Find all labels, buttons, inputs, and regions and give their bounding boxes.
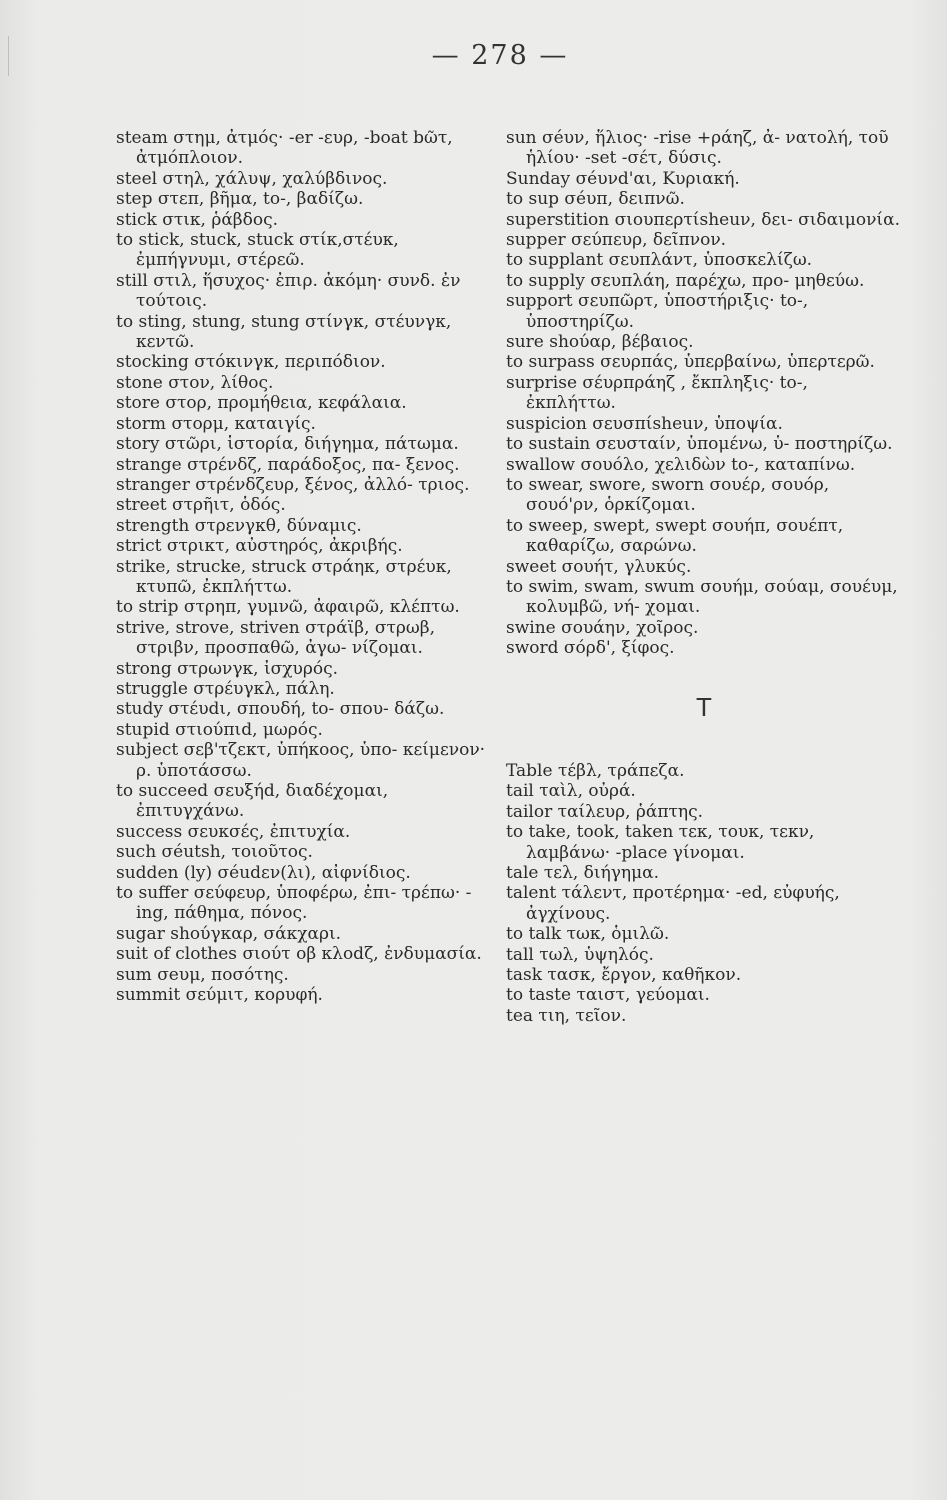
- dictionary-entry: sword σόρδ', ξίφος.: [506, 638, 675, 659]
- dictionary-entry: tail ταὶλ, οὐρά.: [506, 781, 636, 802]
- dictionary-entry: step στεπ, βῆμα, to-, βαδίζω.: [116, 189, 364, 210]
- dictionary-entry: tailor ταίλευρ, ῥάπτης.: [506, 801, 704, 822]
- dictionary-entry: stone στον, λίθος.: [116, 372, 274, 393]
- dictionary-entry: sugar shoύγκαρ, σάκχαρι.: [116, 923, 342, 944]
- dictionary-entry: sudden (ly) σéudεν(λι), αἰφνίδιος.: [116, 862, 411, 883]
- dictionary-entry: struggle στρέυγκλ, πάλη.: [116, 678, 335, 699]
- dictionary-entry: support σευπῶρτ, ὑποστήριξις· to-, ὑποστηρίζω.: [506, 291, 809, 332]
- dictionary-entry: to taste ταιστ, γεύομαι.: [506, 985, 710, 1006]
- dictionary-entry: tall τωλ, ὑψηλός.: [506, 944, 654, 965]
- dictionary-entry: Sunday σéυνd'αι, Κυριακή.: [506, 168, 740, 189]
- dictionary-entry: strive, strove, striven στράϊβ, στρωβ, στριβν, προσπαθῶ, ἀγω- νίζομαι.: [116, 617, 435, 659]
- dictionary-entry: strength στρενγκθ, δύναμις.: [116, 515, 362, 536]
- dictionary-entry: sum σeυμ, ποσότης.: [116, 964, 289, 985]
- dictionary-entry: talent τάλεντ, προτέρημα· -ed, εὐφυής, ἀγχίνους.: [506, 883, 840, 924]
- dictionary-entry: sun σéυν, ἥλιος· -rise +ράηζ, ἀ- νατολή, τοῦ ἡλίου· -set -σέτ, δύσις.: [506, 128, 889, 169]
- dictionary-entry: surprise σέυρπράηζ , ἔκπληξις· to-, ἐκπλήττω.: [506, 372, 808, 414]
- dictionary-entry: swine σουάην, χοῖρος.: [506, 617, 699, 638]
- dictionary-entry: to swim, swam, swum σουήμ, σούαμ, σουέυμ, κολυμβῶ, νή- χομαι.: [506, 576, 898, 618]
- dictionary-entry: strict στρικτ, αὐστηρός, ἀκριβής.: [116, 536, 403, 557]
- dictionary-entry: stupid στιούπιd, μωρός.: [116, 719, 323, 740]
- dictionary-entry: street στρῆιτ, ὁδός.: [116, 495, 286, 516]
- dictionary-entry: tea τιη, τεῖον.: [506, 1005, 627, 1026]
- dictionary-entry: stick στικ, ῥάβδος.: [116, 209, 279, 230]
- right-column-t-entries: [506, 761, 902, 1026]
- dictionary-entry: subject σεβ'τζεκτ, ὑπήκοος, ὑπο- κείμενον· ρ. ὑποτάσσω.: [116, 740, 486, 781]
- dictionary-entry: such σéutsh, τοιοῦτος.: [116, 842, 313, 863]
- dictionary-entry: to strip στρηπ, γυμνῶ, ἀφαιρῶ, κλέπτω.: [116, 597, 460, 618]
- dictionary-entry: to suffer σεύφευρ, ὑποφέρω, ἐπι- τρέπω· -ing, πάθημα, πόνος.: [116, 883, 472, 924]
- dictionary-entry: to take, took, taken τεκ, τουκ, τεκν, λαμβάνω· -place γίνομαι.: [506, 822, 815, 863]
- dictionary-entry: summit σεύμιτ, κορυφή.: [116, 985, 323, 1006]
- dictionary-entry: strong στρωνγκ, ἰσχυρός.: [116, 658, 339, 679]
- dictionary-entry: to stick, stuck, stuck στίκ,στέυκ, ἐμπήγνυμι, στέρεῶ.: [116, 230, 399, 271]
- section-letter: T: [696, 691, 712, 722]
- dictionary-entry: to talk τωκ, ὁμιλῶ.: [506, 924, 670, 945]
- dictionary-entry: store στορ, προμήθεια, κεφάλαια.: [116, 393, 407, 414]
- dictionary-entry: to sting, stung, stung στίνγκ, στέυνγκ, κεντῶ.: [116, 311, 452, 353]
- dictionary-entry: strike, strucke, struck στράηκ, στρέυκ, κτυπῶ, ἐκπλήττω.: [116, 556, 452, 597]
- dictionary-entry: to supplant σευπλάντ, ὑποσκελίζω.: [506, 250, 813, 271]
- dictionary-entry: study στέυdι, σπουδή, to- σπου- δάζω.: [116, 699, 445, 720]
- dictionary-entry: sure shoύαρ, βέβαιος.: [506, 332, 694, 353]
- dictionary-entry: still στιλ, ἥσυχος· ἐπιρ. ἀκόμη· συνδ. ἐν τούτοις.: [116, 270, 461, 312]
- dictionary-entry: supper σεύπευρ, δεῖπνον.: [506, 230, 727, 251]
- dictionary-entry: steam στημ, ἀτμός· -er -ευρ, -boat bῶτ, ἀτμόπλοιον.: [116, 128, 453, 169]
- page-number: — 278 —: [431, 40, 569, 71]
- dictionary-entry: to sweep, swept, swept σουήπ, σουέπτ, καθαρίζω, σαρώνω.: [506, 515, 844, 557]
- dictionary-entry: to sup σéυπ, δειπνῶ.: [506, 189, 685, 210]
- dictionary-entry: task τασκ, ἔργον, καθῆκον.: [506, 965, 742, 986]
- dictionary-entry: stranger στρένδζευρ, ξένος, ἀλλό- τριος.: [116, 474, 470, 495]
- dictionary-entry: Table τέβλ, τράπεζα.: [506, 760, 685, 781]
- dictionary-entry: suspicion σευσπίsheuν, ὑποψία.: [506, 413, 783, 434]
- dictionary-entry: to succeed σευξήd, διαδέχομαι, ἐπιτυγχάνω.: [116, 781, 389, 822]
- dictionary-entry: sweet σουήτ, γλυκύς.: [506, 556, 692, 577]
- dictionary-entry: to swear, swore, sworn σουέρ, σουόρ, σουό'ρν, ὁρκίζομαι.: [506, 474, 830, 516]
- dictionary-entry: to sustain σευσταίν, ὑπομένω, ὑ- ποστηρίζω.: [506, 434, 893, 455]
- dictionary-entry: to supply σευπλάη, παρέχω, προ- μηθεύω.: [506, 270, 865, 291]
- dictionary-entry: strange στρένδζ, παράδοξος, πα- ξενος.: [116, 454, 460, 475]
- dictionary-entry: storm στορμ, καταιγίς.: [116, 413, 316, 434]
- dictionary-entry: tale τελ, διήγημα.: [506, 863, 660, 883]
- dictionary-entry: story στῶρι, ἱστορία, διήγημα, πάτωμα.: [116, 434, 459, 455]
- dictionary-entry: swallow σουόλο, χελιδὼν to-, καταπίνω.: [506, 454, 856, 475]
- dictionary-entry: steel στηλ, χάλυψ, χαλύβδινος.: [116, 168, 388, 189]
- dictionary-entry: to surpass σευρπάς, ὑπερβαίνω, ὑπερτερῶ.: [506, 352, 875, 373]
- left-column: [116, 128, 498, 1005]
- right-column: [506, 128, 902, 1026]
- dictionary-entry: superstition σιουπερτίsheuν, δει- σιδαιμονία.: [506, 209, 900, 230]
- dictionary-entry: stocking στόκινγκ, περιπόδιον.: [116, 352, 386, 373]
- dictionary-entry: suit of clothes σιούτ οβ κλοdζ, ἐνδυμασία.: [116, 944, 482, 965]
- dictionary-entry: success σευκσές, ἐπιτυχία.: [116, 821, 351, 842]
- right-column-s-entries: [506, 128, 902, 659]
